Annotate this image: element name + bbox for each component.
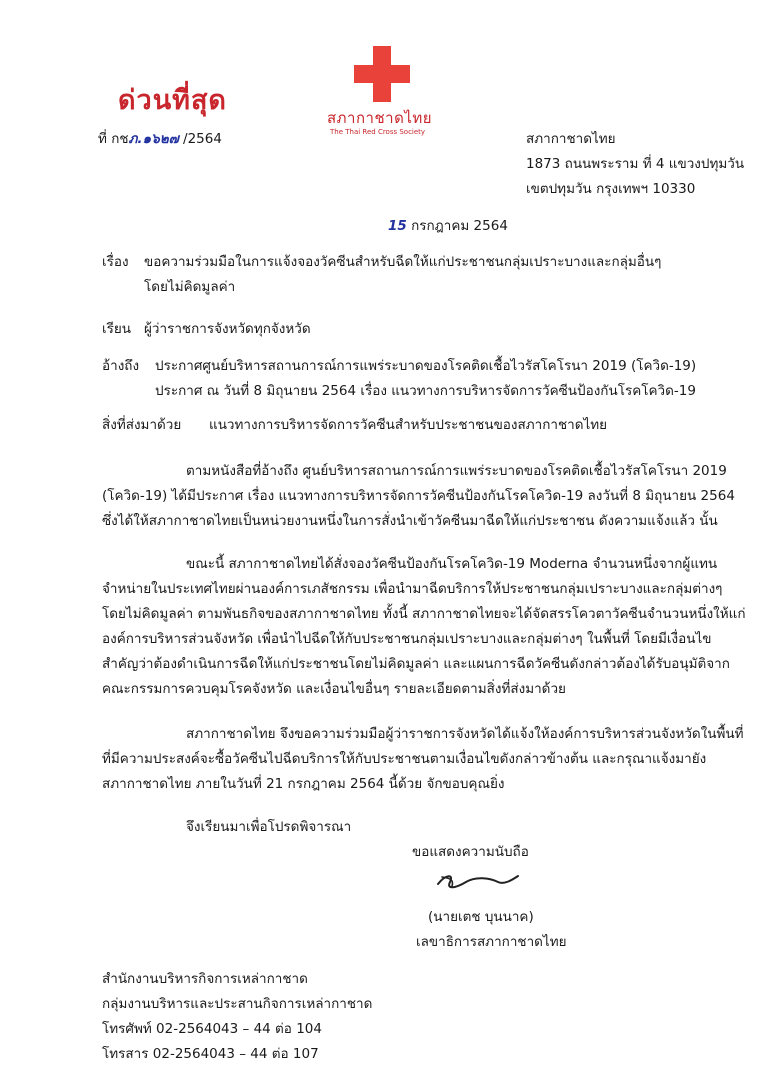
signatory-position: เลขาธิการสภากาชาดไทย xyxy=(416,934,567,950)
sender-address-line: เขตปทุมวัน กรุงเทพฯ 10330 xyxy=(526,181,696,197)
body-line: โดยไม่คิดมูลค่า ตามพันธกิจของสภากาชาดไทย ทั้งนี้ สภากาชาดไทยจะได้จัดสรรโควตาวัคซีนจำนวนหนึ่งให้แก่ xyxy=(102,606,746,622)
reference-label: อ้างถึง xyxy=(102,358,140,374)
signatory-name: (นายเตช บุนนาค) xyxy=(428,909,534,925)
footer-fax: โทรสาร 02-2564043 – 44 ต่อ 107 xyxy=(102,1046,319,1062)
date-month-year: กรกฎาคม 2564 xyxy=(406,218,508,234)
body-line: (โควิด-19) ได้มีประกาศ เรื่อง แนวทางการบริหารจัดการวัคซีนป้องกันโรคโควิด-19 ลงวันที่ 8 มิถุนายน 2564 xyxy=(102,488,735,504)
subject-label: เรื่อง xyxy=(102,254,129,270)
urgency-stamp: ด่วนที่สุด xyxy=(118,85,227,116)
ref-handwritten-number: ภ.๑๖๒๗ xyxy=(128,131,179,147)
enclosure-text: แนวทางการบริหารจัดการวัคซีนสำหรับประชาชนของสภากาชาดไทย xyxy=(209,417,608,433)
body-line: ขณะนี้ สภากาชาดไทยได้สั่งจองวัคซีนป้องกันโรคโควิด-19 Moderna จำนวนหนึ่งจากผู้แทน xyxy=(186,556,718,572)
body-line: ที่มีความประสงค์จะซื้อวัคซีนไปฉีดบริการให้กับประชาชนตามเงื่อนไขดังกล่าวข้างต้น และกรุณาแจ้งมายัง xyxy=(102,751,707,767)
reference-line: ประกาศศูนย์บริหารสถานการณ์การแพร่ระบาดของโรคติดเชื้อไวรัสโคโรนา 2019 (โควิด-19) xyxy=(155,358,697,374)
body-line: ซึ่งได้ให้สภากาชาดไทยเป็นหน่วยงานหนึ่งในการสั่งนำเข้าวัคซีนมาฉีดให้แก่ประชาชน ดังความแจ้งแล้ว นั้น xyxy=(102,513,718,529)
handwritten-signature-icon xyxy=(432,868,522,896)
recipient-text: ผู้ว่าราชการจังหวัดทุกจังหวัด xyxy=(144,321,311,337)
date-day-handwritten: 15 xyxy=(388,218,407,234)
body-line: จำหน่ายในประเทศไทยผ่านองค์การเภสัชกรรม เพื่อนำมาฉีดบริการให้ประชาชนกลุ่มเปราะบางและกลุ่มต่างๆ xyxy=(102,581,723,597)
sender-address-line: สภากาชาดไทย xyxy=(526,131,616,147)
footer-line: กลุ่มงานบริหารและประสานกิจการเหล่ากาชาด xyxy=(102,996,373,1012)
ref-prefix: ที่ กช xyxy=(98,131,129,147)
body-line: ตามหนังสือที่อ้างถึง ศูนย์บริหารสถานการณ์การแพร่ระบาดของโรคติดเชื้อไวรัสโคโรนา 2019 xyxy=(186,463,727,479)
red-cross-logo-icon xyxy=(354,46,410,102)
subject-line: โดยไม่คิดมูลค่า xyxy=(144,279,236,295)
sender-address-line: 1873 ถนนพระราม ที่ 4 แขวงปทุมวัน xyxy=(526,156,745,172)
logo-english-name: The Thai Red Cross Society xyxy=(330,128,426,136)
reference-number xyxy=(98,127,222,149)
body-line: คณะกรรมการควบคุมโรคจังหวัด และเงื่อนไขอื่นๆ รายละเอียดตามสิ่งที่ส่งมาด้วย xyxy=(102,681,566,697)
ref-suffix: /2564 xyxy=(178,131,222,147)
closing-line: จึงเรียนมาเพื่อโปรดพิจารณา xyxy=(186,819,352,835)
enclosure-label: สิ่งที่ส่งมาด้วย xyxy=(102,417,182,433)
footer-phone: โทรศัพท์ 02-2564043 – 44 ต่อ 104 xyxy=(102,1021,322,1037)
body-line: สภากาชาดไทย จึงขอความร่วมมือผู้ว่าราชการจังหวัดได้แจ้งให้องค์การบริหารส่วนจังหวัดในพื้นที่ xyxy=(186,726,744,742)
body-line: องค์การบริหารส่วนจังหวัด เพื่อนำไปฉีดให้กับประชาชนกลุ่มเปราะบางและกลุ่มต่างๆ ในพื้นที่ โดยมีเงื่อนไข xyxy=(102,631,712,647)
reference-line: ประกาศ ณ วันที่ 8 มิถุนายน 2564 เรื่อง แนวทางการบริหารจัดการวัคซีนป้องกันโรคโควิด-19 xyxy=(155,383,696,399)
letter-date xyxy=(388,214,508,236)
body-line: สำคัญว่าต้องดำเนินการฉีดให้แก่ประชาชนโดยไม่คิดมูลค่า และแผนการฉีดวัคซีนดังกล่าวต้องได้รับอนุมัติจาก xyxy=(102,656,730,672)
regards-text: ขอแสดงความนับถือ xyxy=(412,844,529,860)
logo-thai-name: สภากาชาดไทย xyxy=(327,109,433,127)
subject-line: ขอความร่วมมือในการแจ้งจองวัคซีนสำหรับฉีดให้แก่ประชาชนกลุ่มเปราะบางและกลุ่มอื่นๆ xyxy=(144,254,662,270)
recipient-label: เรียน xyxy=(102,321,132,337)
body-line: สภากาชาดไทย ภายในวันที่ 21 กรกฎาคม 2564 นี้ด้วย จักขอบคุณยิ่ง xyxy=(102,776,505,792)
footer-line: สำนักงานบริหารกิจการเหล่ากาชาด xyxy=(102,971,308,987)
